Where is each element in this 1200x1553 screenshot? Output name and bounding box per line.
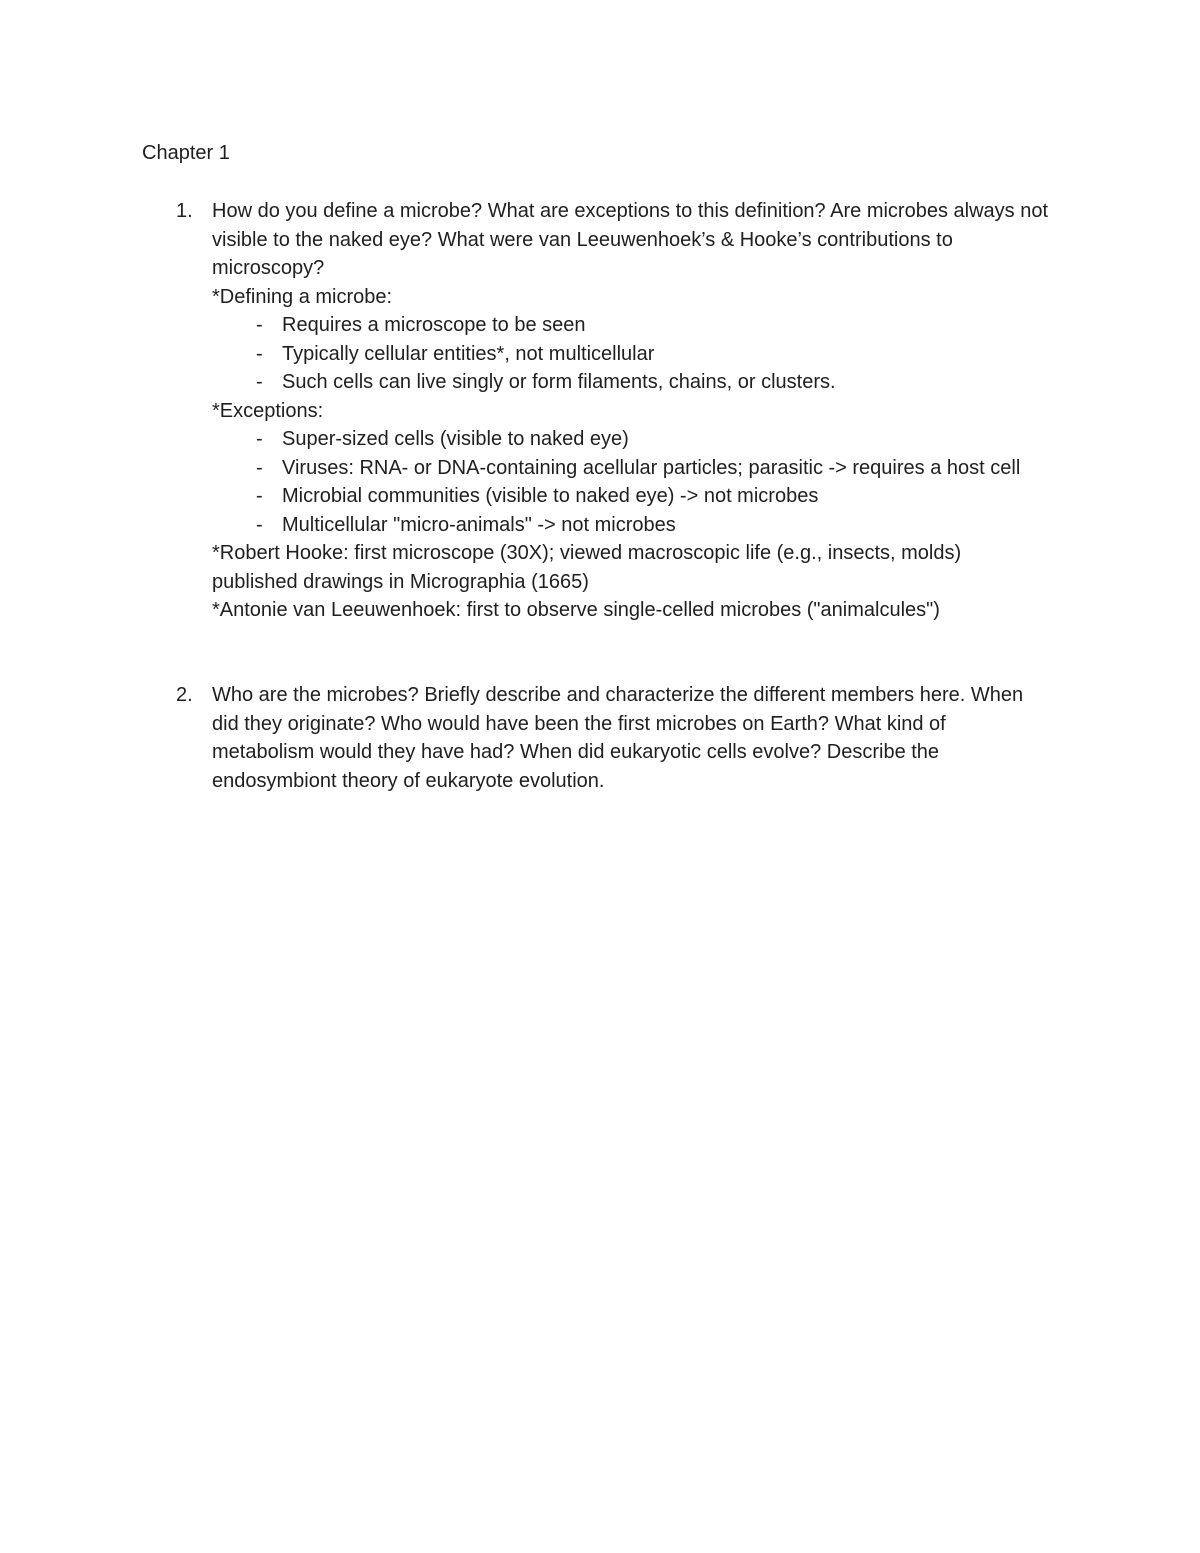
defining-list [212,311,1052,397]
list-item-text: Multicellular "micro-animals" -> not microbes [282,513,676,536]
list-item [212,368,1052,397]
defining-heading: *Defining a microbe: [212,285,393,308]
list-item-text: Microbial communities (visible to naked eye) -> not microbes [282,485,819,507]
list-item-text: Typically cellular entities*, not multicellular [282,342,655,365]
list-item [212,511,1052,540]
dash-marker: - [256,456,263,479]
list-item [212,425,1052,454]
leeuwenhoek-note: *Antonie van Leeuwenhoek: first to observe single-celled microbes ("animalcules") [212,599,940,621]
question-text: How do you define a microbe? What are exceptions to this definition? Are microbes always not visible to the naked eye? What were van Leeuwenhoek’s & Hooke’s contributions to microscopy? [212,200,1048,279]
question-text: Who are the microbes? Briefly describe and characterize the different members here. When did they originate? Who would have been the first microbes on Earth? What kind of metabolism would they have had? When did eukaryotic cells evolve? Describe the endosymbiont theory of eukaryote evolution. [212,684,1024,792]
dash-marker: - [256,314,263,336]
list-item [212,454,1052,483]
question-1 [176,197,1056,625]
exceptions-list [212,425,1052,539]
dash-marker: - [256,342,263,365]
list-item [212,311,1052,340]
list-item [212,340,1052,369]
question-body [212,197,1052,625]
question-2 [176,681,1056,795]
list-item [212,482,1052,511]
list-item-text: Viruses: RNA- or DNA-containing acellular particles; parasitic -> requires a host cell [282,456,1021,479]
dash-marker: - [256,485,263,507]
list-item-text: Super-sized cells (visible to naked eye) [282,428,629,450]
question-number: 1. [176,200,193,222]
question-body [212,681,1052,795]
dash-marker: - [256,428,263,450]
hooke-note: *Robert Hooke: first microscope (30X); viewed macroscopic life (e.g., insects, molds) published drawings in Micrographia (1665) [212,542,962,593]
dash-marker: - [256,371,263,393]
chapter-title: Chapter 1 [142,142,230,164]
dash-marker: - [256,513,263,536]
exceptions-heading: *Exceptions: [212,399,324,422]
list-item-text: Requires a microscope to be seen [282,314,586,336]
list-item-text: Such cells can live singly or form filaments, chains, or clusters. [282,371,836,393]
question-number: 2. [176,684,193,706]
